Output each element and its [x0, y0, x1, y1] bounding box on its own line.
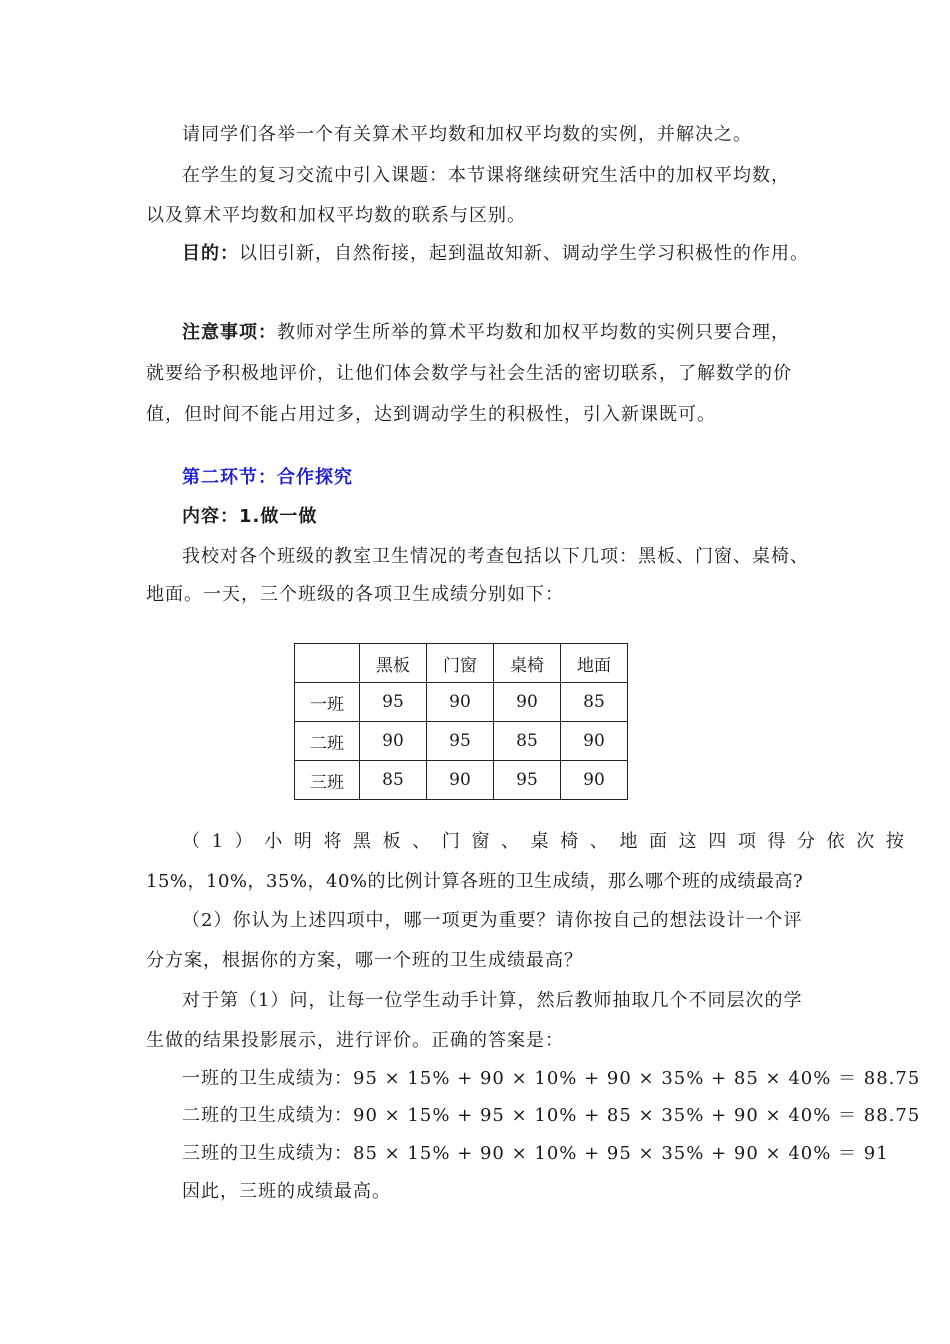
question-2: （2）你认为上述四项中，哪一项更为重要？请你按自己的想法设计一个评	[182, 910, 803, 931]
notes-text: 教师对学生所举的算术平均数和加权平均数的实例只要合理，	[277, 322, 790, 343]
table-row	[295, 683, 628, 722]
table-header-cell: 门窗	[427, 644, 494, 683]
purpose-text: 以旧引新，自然衔接，起到温故知新、调动学生学习积极性的作用。	[239, 243, 809, 264]
table-cell: 95	[427, 722, 494, 761]
calculation-class-3: 三班的卫生成绩为：85 × 15% + 90 × 10% + 95 × 35% + 90 × 40% ＝ 91	[182, 1143, 889, 1164]
answer-intro: 对于第（1）问，让每一位学生动手计算，然后教师抽取几个不同层次的学	[182, 990, 803, 1011]
table-header-row	[295, 644, 628, 683]
table-cell: 85	[360, 761, 427, 800]
paragraph-examples: 请同学们各举一个有关算术平均数和加权平均数的实例，并解决之。	[182, 124, 752, 145]
notes-text-cont-2: 值，但时间不能占用过多，达到调动学生的积极性，引入新课既可。	[146, 404, 716, 425]
table-header-cell: 桌椅	[494, 644, 561, 683]
table-row	[295, 722, 628, 761]
paragraph-introduce-topic-cont: 以及算术平均数和加权平均数的联系与区别。	[146, 205, 526, 226]
table-row	[295, 761, 628, 800]
table-cell: 90	[561, 761, 628, 800]
table-header-cell	[295, 644, 360, 683]
notes-label: 注意事项：	[182, 322, 277, 343]
table-cell: 90	[494, 683, 561, 722]
table-cell: 95	[494, 761, 561, 800]
paragraph-introduce-topic: 在学生的复习交流中引入课题：本节课将继续研究生活中的加权平均数，	[182, 165, 790, 186]
question-1-cont: 15%，10%，35%，40%的比例计算各班的卫生成绩，那么哪个班的成绩最高?	[146, 871, 804, 892]
table-cell: 90	[360, 722, 427, 761]
table-row-label: 一班	[295, 683, 360, 722]
calculation-class-1: 一班的卫生成绩为：95 × 15% + 90 × 10% + 90 × 35% + 85 × 40% ＝ 88.75	[182, 1068, 921, 1089]
table-cell: 90	[561, 722, 628, 761]
table-row-label: 二班	[295, 722, 360, 761]
purpose-label: 目的：	[182, 243, 239, 264]
notes-text-cont-1: 就要给予积极地评价，让他们体会数学与社会生活的密切联系，了解数学的价	[146, 363, 792, 384]
calculation-class-2: 二班的卫生成绩为：90 × 15% + 95 × 10% + 85 × 35% + 90 × 40% ＝ 88.75	[182, 1105, 921, 1126]
table-cell: 85	[494, 722, 561, 761]
conclusion: 因此，三班的成绩最高。	[182, 1181, 391, 1202]
table-header-cell: 黑板	[360, 644, 427, 683]
content-label: 内容：1.做一做	[182, 506, 318, 527]
question-2-cont: 分方案，根据你的方案，哪一个班的卫生成绩最高？	[146, 950, 583, 971]
table-row-label: 三班	[295, 761, 360, 800]
intro-paragraph-cont: 地面。一天，三个班级的各项卫生成绩分别如下：	[146, 584, 564, 605]
section-heading: 第二环节：合作探究	[182, 467, 353, 488]
question-1: （1）小明将黑板、门窗、桌椅、地面这四项得分依次按	[182, 831, 916, 852]
intro-paragraph: 我校对各个班级的教室卫生情况的考查包括以下几项：黑板、门窗、桌椅、	[182, 546, 809, 567]
hygiene-score-table	[294, 643, 628, 800]
notes-paragraph	[182, 322, 790, 344]
answer-intro-cont: 生做的结果投影展示，进行评价。正确的答案是：	[146, 1030, 564, 1051]
table-cell: 85	[561, 683, 628, 722]
purpose-paragraph	[182, 243, 809, 265]
table-header-cell: 地面	[561, 644, 628, 683]
table-cell: 90	[427, 761, 494, 800]
table-cell: 90	[427, 683, 494, 722]
table-cell: 95	[360, 683, 427, 722]
